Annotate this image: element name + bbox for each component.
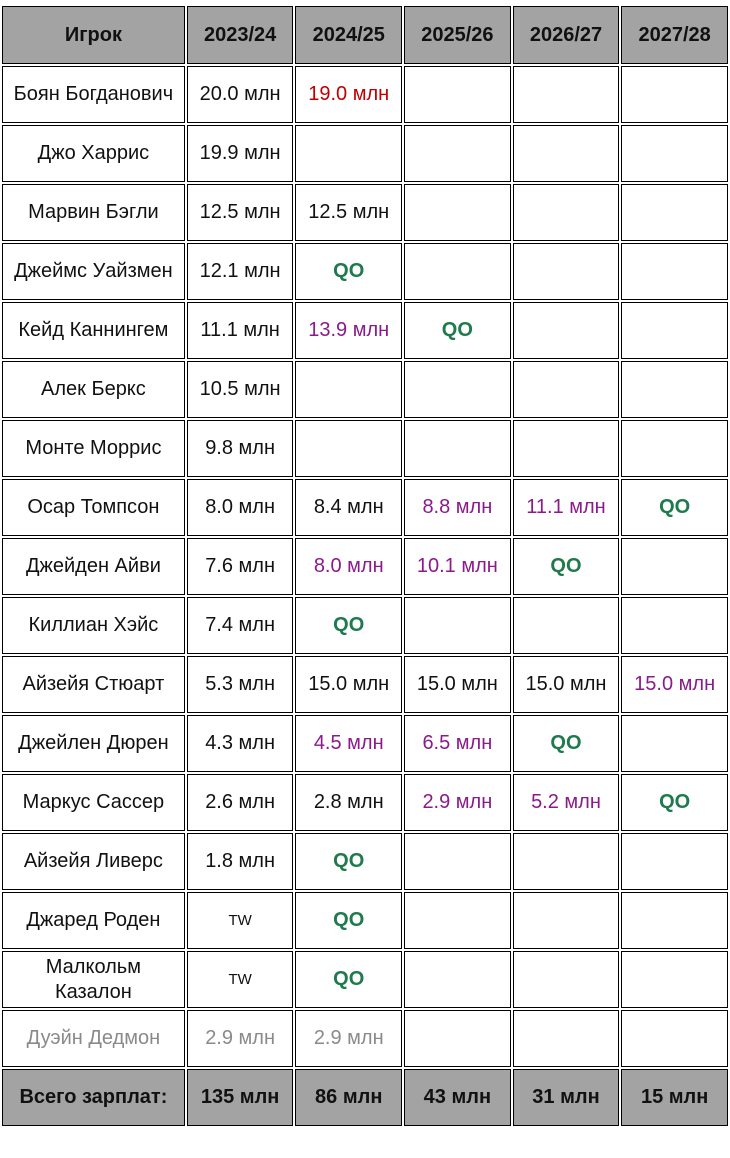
salary-cell: 6.5 млн [404,715,511,772]
salary-cell: 9.8 млн [187,420,294,477]
empty-cell [513,833,620,890]
salary-cell: 2.9 млн [404,774,511,831]
salary-table [0,4,730,1128]
header-season-2024-25: 2024/25 [295,6,402,64]
salary-cell: QO [621,774,728,831]
salary-cell: 5.2 млн [513,774,620,831]
salary-cell: QO [295,951,402,1008]
empty-cell [513,951,620,1008]
table-row [2,479,728,536]
player-name: Осар Томпсон [2,479,185,536]
salary-cell: QO [621,479,728,536]
empty-cell [404,243,511,300]
table-row [2,538,728,595]
table-row [2,774,728,831]
empty-cell [404,184,511,241]
empty-cell [513,243,620,300]
empty-cell [404,1010,511,1067]
table-row [2,420,728,477]
player-name: Маркус Сассер [2,774,185,831]
empty-cell [621,833,728,890]
table-header [2,6,728,64]
empty-cell [404,892,511,949]
table-row [2,243,728,300]
salary-cell: 12.5 млн [295,184,402,241]
empty-cell [621,184,728,241]
player-name: Малкольм Казалон [2,951,185,1008]
player-name: Айзейя Ливерс [2,833,185,890]
salary-cell: 15.0 млн [295,656,402,713]
player-name: Монте Моррис [2,420,185,477]
salary-cell: 5.3 млн [187,656,294,713]
salary-cell: 8.0 млн [295,538,402,595]
empty-cell [513,184,620,241]
table-row [2,361,728,418]
empty-cell [513,892,620,949]
empty-cell [621,66,728,123]
salary-cell: 13.9 млн [295,302,402,359]
salary-cell: 2.9 млн [187,1010,294,1067]
empty-cell [404,420,511,477]
empty-cell [513,597,620,654]
total-value: 15 млн [621,1069,728,1126]
empty-cell [621,125,728,182]
salary-cell: 2.9 млн [295,1010,402,1067]
table-row [2,656,728,713]
empty-cell [404,951,511,1008]
salary-cell: 8.4 млн [295,479,402,536]
salary-cell: QO [295,243,402,300]
table-footer [2,1069,728,1126]
salary-cell: QO [513,538,620,595]
table-row [2,715,728,772]
player-name: Джаред Роден [2,892,185,949]
empty-cell [621,302,728,359]
header-season-2027-28: 2027/28 [621,6,728,64]
header-row [2,6,728,64]
salary-cell: 7.4 млн [187,597,294,654]
empty-cell [621,597,728,654]
salary-cell: 8.0 млн [187,479,294,536]
salary-cell: QO [295,597,402,654]
empty-cell [404,597,511,654]
header-season-2026-27: 2026/27 [513,6,620,64]
table-row [2,951,728,1008]
player-name: Джейлен Дюрен [2,715,185,772]
player-name: Боян Богданович [2,66,185,123]
empty-cell [621,715,728,772]
header-player: Игрок [2,6,185,64]
salary-cell: 10.5 млн [187,361,294,418]
table-row [2,66,728,123]
table-row [2,1010,728,1067]
salary-cell: 12.5 млн [187,184,294,241]
salary-cell: 15.0 млн [621,656,728,713]
header-season-2025-26: 2025/26 [404,6,511,64]
player-name: Джеймс Уайзмен [2,243,185,300]
salary-cell: 15.0 млн [404,656,511,713]
empty-cell [295,420,402,477]
salary-cell: 4.5 млн [295,715,402,772]
totals-row [2,1069,728,1126]
header-season-2023-24: 2023/24 [187,6,294,64]
table-row [2,892,728,949]
salary-cell: 19.9 млн [187,125,294,182]
player-name: Айзейя Стюарт [2,656,185,713]
empty-cell [513,1010,620,1067]
player-name: Дуэйн Дедмон [2,1010,185,1067]
empty-cell [404,833,511,890]
player-name: Киллиан Хэйс [2,597,185,654]
player-name: Джо Харрис [2,125,185,182]
empty-cell [295,125,402,182]
salary-cell: TW [187,892,294,949]
salary-cell: 10.1 млн [404,538,511,595]
empty-cell [513,361,620,418]
empty-cell [621,420,728,477]
salary-cell: 20.0 млн [187,66,294,123]
empty-cell [513,302,620,359]
salary-cell: 4.3 млн [187,715,294,772]
salary-cell: 15.0 млн [513,656,620,713]
empty-cell [621,361,728,418]
player-name: Марвин Бэгли [2,184,185,241]
table-row [2,833,728,890]
player-name: Алек Беркс [2,361,185,418]
salary-cell: 11.1 млн [513,479,620,536]
table-row [2,597,728,654]
salary-cell: QO [404,302,511,359]
empty-cell [621,243,728,300]
empty-cell [295,361,402,418]
empty-cell [513,420,620,477]
total-value: 135 млн [187,1069,294,1126]
salary-cell: 2.6 млн [187,774,294,831]
empty-cell [404,125,511,182]
salary-cell: 1.8 млн [187,833,294,890]
table-row [2,184,728,241]
salary-cell: 8.8 млн [404,479,511,536]
empty-cell [621,951,728,1008]
player-name: Кейд Каннингем [2,302,185,359]
salary-cell: 11.1 млн [187,302,294,359]
total-value: 86 млн [295,1069,402,1126]
table-body [2,66,728,1067]
total-value: 43 млн [404,1069,511,1126]
empty-cell [621,1010,728,1067]
empty-cell [513,66,620,123]
salary-cell: QO [513,715,620,772]
empty-cell [513,125,620,182]
salary-cell: 19.0 млн [295,66,402,123]
salary-cell: 7.6 млн [187,538,294,595]
table-row [2,302,728,359]
salary-cell: QO [295,833,402,890]
empty-cell [404,361,511,418]
total-value: 31 млн [513,1069,620,1126]
player-name: Джейден Айви [2,538,185,595]
salary-cell: TW [187,951,294,1008]
empty-cell [404,66,511,123]
empty-cell [621,892,728,949]
salary-cell: 12.1 млн [187,243,294,300]
table-row [2,125,728,182]
empty-cell [621,538,728,595]
salary-cell: 2.8 млн [295,774,402,831]
salary-cell: QO [295,892,402,949]
totals-label: Всего зарплат: [2,1069,185,1126]
